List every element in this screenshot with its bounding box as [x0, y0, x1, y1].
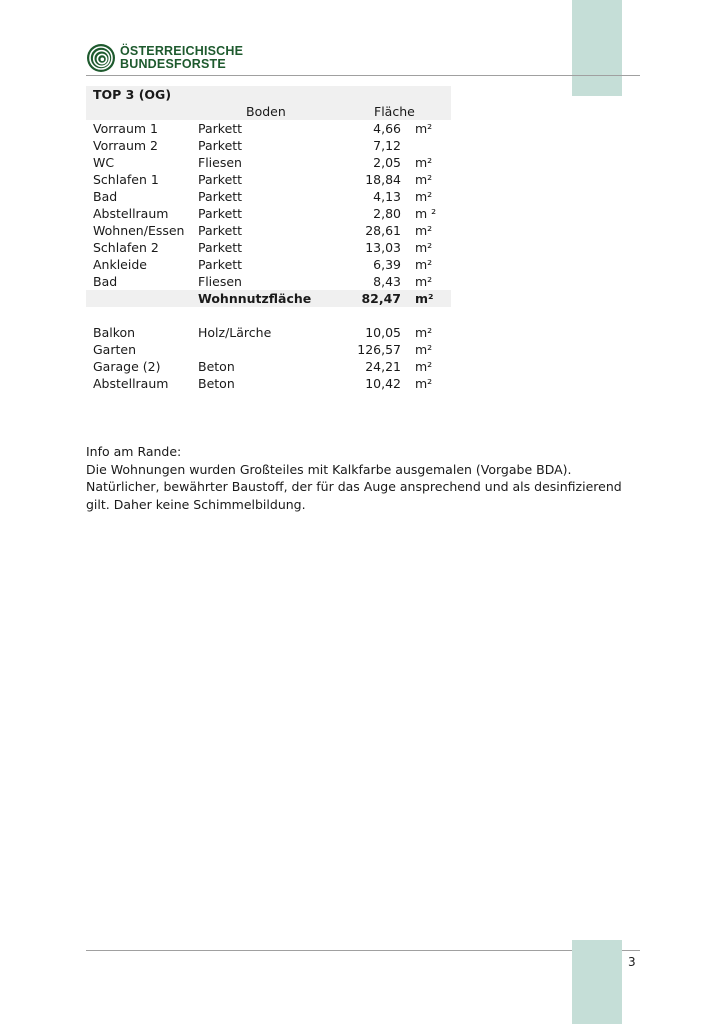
floor-type: Holz/Lärche [198, 325, 272, 340]
room-area: 4,66 [373, 121, 401, 136]
info-section [86, 443, 646, 513]
table-row [86, 358, 451, 375]
floor-type: Fliesen [198, 274, 242, 289]
table-row [86, 137, 451, 154]
room-area: 126,57 [357, 342, 401, 357]
table-row [86, 341, 451, 358]
floor-type: Parkett [198, 240, 243, 255]
column-header-flaeche: Fläche [374, 104, 415, 119]
table-row [86, 120, 451, 137]
floor-type: Parkett [198, 138, 243, 153]
room-area: 2,05 [373, 155, 401, 170]
table-title: TOP 3 (OG) [93, 87, 172, 102]
table-row [86, 375, 451, 392]
logo [86, 42, 243, 74]
area-unit: m² [415, 240, 433, 255]
area-unit: m² [415, 121, 433, 136]
room-area: 10,42 [365, 376, 401, 391]
info-heading: Info am Rande: [86, 444, 182, 459]
area-unit: m² [415, 223, 433, 238]
logo-wordmark [120, 45, 243, 71]
floor-type: Parkett [198, 189, 243, 204]
area-unit: m² [415, 274, 433, 289]
total-label: Wohnnutzfläche [198, 291, 312, 306]
total-unit: m² [415, 291, 434, 306]
table-row [86, 205, 451, 222]
room-name: Ankleide [93, 257, 147, 272]
room-area: 6,39 [373, 257, 401, 272]
room-name: Garage (2) [93, 359, 161, 374]
room-area: 24,21 [365, 359, 401, 374]
room-name: Bad [93, 274, 118, 289]
page-number: 3 [628, 955, 636, 969]
area-unit: m² [415, 257, 433, 272]
room-area: 8,43 [373, 274, 401, 289]
room-name: WC [93, 155, 115, 170]
room-area: 13,03 [365, 240, 401, 255]
area-unit: m ² [415, 206, 437, 221]
floor-type: Parkett [198, 257, 243, 272]
column-header-boden: Boden [246, 104, 286, 119]
area-unit: m² [415, 342, 433, 357]
floor-type: Parkett [198, 206, 243, 221]
area-unit: m² [415, 376, 433, 391]
room-area: 2,80 [373, 206, 401, 221]
table-row [86, 324, 451, 341]
room-area: 4,13 [373, 189, 401, 204]
table-row [86, 273, 451, 290]
top-accent-tab [572, 0, 622, 96]
logo-line-1: ÖSTERREICHISCHE [120, 44, 244, 58]
room-area: 10,05 [365, 325, 401, 340]
floor-type: Beton [198, 359, 235, 374]
table-row [86, 239, 451, 256]
table-title-row [86, 86, 451, 103]
area-table [86, 86, 451, 392]
room-name: Schlafen 2 [93, 240, 159, 255]
room-name: Abstellraum [93, 376, 169, 391]
room-name: Abstellraum [93, 206, 169, 221]
floor-type: Beton [198, 376, 235, 391]
room-name: Vorraum 1 [93, 121, 158, 136]
table-row [86, 171, 451, 188]
area-unit: m² [415, 172, 433, 187]
room-name: Wohnen/Essen [93, 223, 185, 238]
footer-divider [86, 950, 640, 951]
header-divider [86, 75, 640, 76]
area-unit: m² [415, 155, 433, 170]
floor-type: Parkett [198, 172, 243, 187]
floor-type: Fliesen [198, 155, 242, 170]
room-name: Vorraum 2 [93, 138, 158, 153]
total-row [86, 290, 451, 307]
area-unit: m² [415, 189, 433, 204]
room-name: Garten [93, 342, 136, 357]
logo-line-2: BUNDESFORSTE [120, 57, 226, 71]
area-unit: m² [415, 359, 433, 374]
room-area: 28,61 [365, 223, 401, 238]
table-row [86, 188, 451, 205]
table-spacer [86, 307, 451, 324]
total-area: 82,47 [361, 291, 401, 306]
table-row [86, 256, 451, 273]
bundesforste-logo-icon [86, 43, 116, 73]
table-row [86, 222, 451, 239]
info-body: Die Wohnungen wurden Großteiles mit Kalkfarbe ausgemalen (Vorgabe BDA). Natürlicher, bewährter Baustoff, der für das Auge ansprechend und als desinfizierend gilt. Daher keine Schimmelbildung. [86, 461, 622, 512]
floor-type: Parkett [198, 223, 243, 238]
bottom-accent-tab [572, 940, 622, 1024]
floor-type: Parkett [198, 121, 243, 136]
room-area: 7,12 [373, 138, 401, 153]
table-header-row [86, 103, 451, 120]
area-unit: m² [415, 325, 433, 340]
room-name: Balkon [93, 325, 136, 340]
table-row [86, 154, 451, 171]
room-area: 18,84 [365, 172, 401, 187]
room-name: Schlafen 1 [93, 172, 159, 187]
room-name: Bad [93, 189, 118, 204]
